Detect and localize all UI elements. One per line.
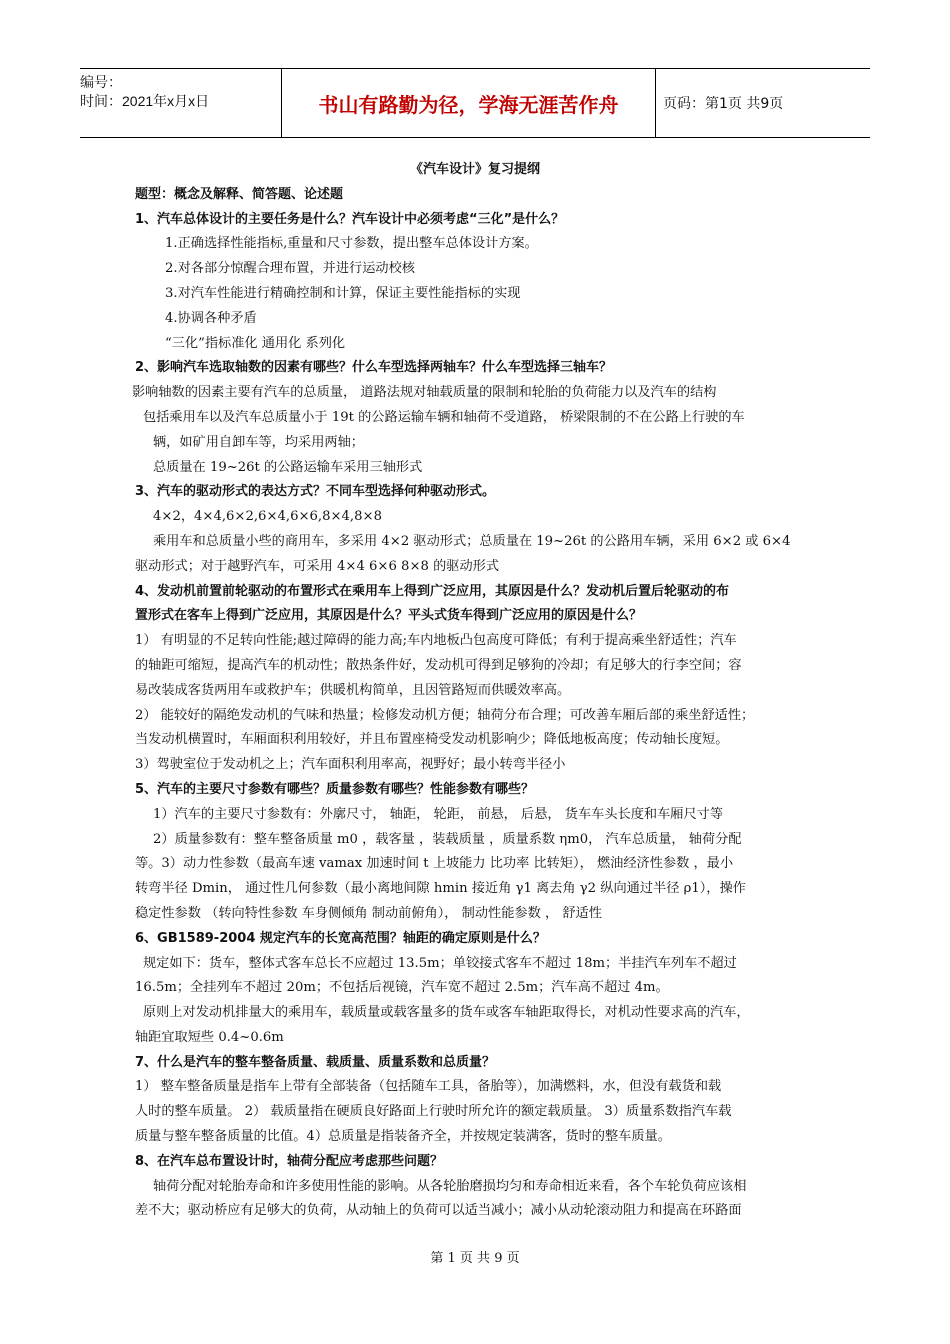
question-types: 题型：概念及解释、简答题、论述题 — [135, 186, 344, 202]
text-line: 4.协调各种矛盾 — [165, 310, 257, 326]
text-line: 转弯半径 Dmin， 通过性几何参数（最小离地间隙 hmin 接近角 γ1 离去角 γ2 纵向通过半径 ρ1），操作 — [135, 881, 746, 897]
question-heading: 5、汽车的主要尺寸参数有哪些？质量参数有哪些？性能参数有哪些？ — [135, 781, 535, 797]
text-line: 等。3）动力性参数（最高车速 vamax 加速时间 t 上坡能力 比功率 比转矩）， 燃油经济性参数 ，最小 — [135, 856, 734, 872]
text-line: 3）驾驶室位于发动机之上；汽车面积利用率高，视野好；最小转弯半径小 — [135, 757, 566, 773]
text-line: 驱动形式；对于越野汽车，可采用 4×4 6×6 8×8 的驱动形式 — [135, 558, 500, 574]
text-line: 稳定性参数 （转向特性参数 车身侧倾角 制动前俯角）， 制动性能参数 ， 舒适性 — [135, 905, 602, 921]
question-heading: 7、什么是汽车的整车整备质量、载质量、质量系数和总质量？ — [135, 1054, 496, 1070]
question-heading: 6、GB1589-2004 规定汽车的长宽高范围？轴距的确定原则是什么？ — [135, 930, 546, 946]
text-line: 2） 能较好的隔绝发动机的气味和热量；检修发动机方便；轴荷分布合理；可改善车厢后部的乘坐舒适性； — [135, 707, 755, 723]
question-heading: 1、汽车总体设计的主要任务是什么？汽车设计中必须考虑“三化”是什么？ — [135, 211, 565, 227]
text-line: 2.对各部分惊醒合理布置，并进行运动校核 — [165, 261, 415, 277]
text-line: 16.5m；全挂列车不超过 20m；不包括后视镜，汽车宽不超过 2.5m；汽车高不超过 4m。 — [135, 980, 669, 996]
date-label: 时间：2021年x月x日 — [80, 93, 210, 109]
header-page-label: 页码：第1页 共9页 — [663, 96, 784, 112]
text-line: “三化”指标准化 通用化 系列化 — [165, 335, 346, 351]
text-line: 差不大；驱动桥应有足够大的负荷，从动轴上的负荷可以适当减小；减小从动轮滚动阻力和提高在环路面 — [135, 1203, 742, 1219]
question-heading: 3、汽车的驱动形式的表达方式？不同车型选择何种驱动形式。 — [135, 484, 496, 500]
text-line: 1） 整车整备质量是指车上带有全部装备（包括随车工具，备胎等），加满燃料，水，但没有载货和载 — [135, 1079, 722, 1095]
text-line: 包括乘用车以及汽车总质量小于 19t 的公路运输车辆和轴荷不受道路， 桥梁限制的不在公路上行驶的车 — [143, 409, 745, 425]
text-line: 乘用车和总质量小些的商用车，多采用 4×2 驱动形式；总质量在 19~26t 的公路用车辆，采用 6×2 或 6×4 — [153, 533, 791, 549]
text-line: 1）汽车的主要尺寸参数有：外廓尺寸， 轴距， 轮距， 前悬， 后悬， 货车车头长度和车厢尺寸等 — [153, 806, 724, 822]
text-line: 3.对汽车性能进行精确控制和计算，保证主要性能指标的实现 — [165, 285, 521, 301]
page-footer: 第 1 页 共 9 页 — [430, 1251, 520, 1266]
text-line: 人时的整车质量。 2） 载质量指在硬质良好路面上行驶时所允许的额定载质量。 3）质量系数指汽车载 — [135, 1104, 732, 1120]
text-line: 的轴距可缩短，提高汽车的机动性；散热条件好，发动机可得到足够狗的冷却；有足够大的行李空间；容 — [135, 657, 742, 673]
text-line: 影响轴数的因素主要有汽车的总质量， 道路法规对轴载质量的限制和轮胎的负荷能力以及汽车的结构 — [132, 385, 717, 401]
text-line: 轴荷分配对轮胎寿命和许多使用性能的影响。从各轮胎磨损均匀和寿命相近来看，各个车轮负荷应该相 — [153, 1178, 747, 1194]
header-meta — [80, 69, 280, 141]
text-line: 当发动机横置时，车厢面积利用较好，并且布置座椅受发动机影响少；降低地板高度；传动轴长度短。 — [135, 732, 729, 748]
header-motto: 书山有路勤为径，学海无涯苦作舟 — [281, 69, 656, 137]
text-line: 轴距宜取短些 0.4~0.6m — [135, 1029, 284, 1045]
page-header — [80, 68, 870, 138]
text-line: 易改装成客货两用车或救护车；供暖机构简单，且因管路短而供暖效率高。 — [135, 682, 571, 698]
number-label: 编号： — [80, 74, 122, 90]
document-body — [132, 158, 815, 1224]
text-line: 4×2，4×4,6×2,6×4,6×6,8×4,8×8 — [153, 509, 382, 525]
question-heading: 置形式在客车上得到广泛应用，其原因是什么？平头式货车得到广泛应用的原因是什么？ — [135, 608, 643, 624]
text-line: 1.正确选择性能指标,重量和尺寸参数，提出整车总体设计方案。 — [165, 236, 538, 252]
text-line: 质量与整车整备质量的比值。4）总质量是指装备齐全，并按规定装满客，货时的整车质量。 — [135, 1129, 671, 1145]
document-title: 《汽车设计》复习提纲 — [409, 162, 540, 177]
question-heading: 8、在汽车总布置设计时，轴荷分配应考虑那些问题？ — [135, 1153, 444, 1169]
question-heading: 4、发动机前置前轮驱动的布置形式在乘用车上得到广泛应用，其原因是什么？发动机后置后轮驱动的布 — [135, 583, 730, 599]
text-line: 总质量在 19~26t 的公路运输车采用三轴形式 — [153, 459, 423, 475]
text-line: 原则上对发动机排量大的乘用车，载质量或载客量多的货车或客车轴距取得长，对机动性要求高的汽车， — [143, 1005, 750, 1021]
text-line: 1） 有明显的不足转向性能;越过障碍的能力高;车内地板凸包高度可降低；有利于提高乘坐舒适性；汽车 — [135, 633, 737, 649]
text-line: 规定如下：货车，整体式客车总长不应超过 13.5m；单铰接式客车不超过 18m；半挂汽车列车不超过 — [143, 955, 737, 971]
text-line: 辆，如矿用自卸车等，均采用两轴； — [153, 434, 364, 450]
question-heading: 2、影响汽车选取轴数的因素有哪些？什么车型选择两轴车？什么车型选择三轴车？ — [135, 360, 613, 376]
text-line: 2）质量参数有：整车整备质量 m0 ，载客量 ，装载质量 ，质量系数 ηm0， 汽车总质量， 轴荷分配 — [153, 831, 742, 847]
